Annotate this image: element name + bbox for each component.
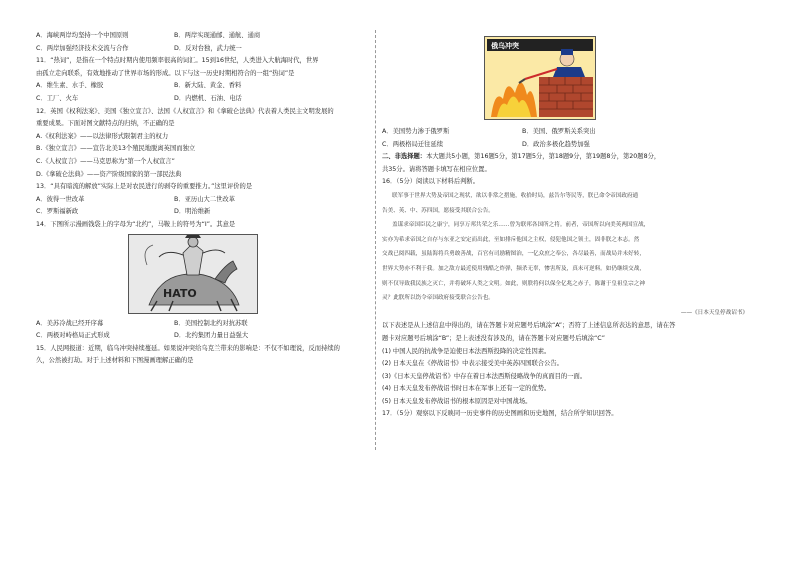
q12-option-a: A.《权利法案》——以法律形式限制君主的权力 bbox=[36, 132, 169, 140]
statement-2: (2) 日本天皇在《停战诏书》中表示接受美中英苏四国联合公告。 bbox=[382, 360, 563, 368]
q13-options-row-2 bbox=[36, 206, 374, 219]
q13-option-a: A．彼得一世改革 bbox=[36, 195, 85, 203]
section-text: 本大题共5小题，第16题5分，第17题5分，第18题9分，第19题8分，第20题8分， bbox=[426, 153, 661, 161]
q15-options-row-2 bbox=[382, 139, 754, 152]
statement-3: (3)《日本天皇停战诏书》中存在着日本法西斯侵略战争的真面目的一面。 bbox=[382, 372, 587, 380]
horse-rider-cartoon-icon bbox=[129, 235, 257, 313]
q12-option-b: B.《独立宣言》——宣告北美13个殖民地脱离英国而独立 bbox=[36, 145, 196, 153]
right-column bbox=[382, 30, 754, 421]
q10-options-row-2 bbox=[36, 43, 374, 56]
left-column bbox=[36, 30, 374, 368]
section-text-line-2: 共35分。请将答题卡填写在相应位置。 bbox=[382, 165, 491, 173]
statement-1: (1) 中国人民的抗战争是迫使日本法西斯投降的决定性因素。 bbox=[382, 347, 551, 355]
q12-stem-line-2: 重要成果。下面对图文献特点的归纳，不正确的是 bbox=[36, 120, 175, 128]
q11-options-row-2 bbox=[36, 93, 374, 106]
q14-cartoon-letters: HATO bbox=[163, 286, 197, 300]
material-line-6: 世界大势亦不利于我。加之敌方最近使用残酷之炸弹，频杀无辜，惨害所及，真未可逆料。如仍继续交战， bbox=[382, 265, 645, 272]
q14-cartoon-image bbox=[128, 234, 258, 314]
q15-option-d: D．政治多极化趋势加强 bbox=[522, 140, 590, 148]
material-line-4: 实亦为希求帝国之自存与东亚之安定而出此，至如排斥他国之主权，侵犯他国之领土，固非朕之本志。然 bbox=[382, 236, 640, 243]
q11-stem-line-1: 11．“热词”，是指在一个特点时期内使用频率很高的词汇。15到16世纪，人类进入大航海时代，世界 bbox=[36, 57, 319, 65]
conflict-cartoon-icon bbox=[485, 37, 595, 119]
q11-options-row-1 bbox=[36, 80, 374, 93]
q14-option-b: B．美国控制北约对抗苏联 bbox=[174, 319, 248, 327]
material-line-3: 盖谋求帝国臣民之康宁，同享万邦共荣之乐……曾为联邦各国所之将。前者，帝国所以向美英两国宣战， bbox=[392, 222, 650, 229]
q14-option-d: D．北约集团力量日益强大 bbox=[174, 332, 249, 340]
q17-stem: 17．（5分）观察以下反映同一历史事件的历史图画和历史地图，结合所学知识回答。 bbox=[382, 410, 618, 418]
instruction-line-2: 题卡对应题号后填涂“B”；是上表述没有涉及的，请在答题卡对应题号后填涂“C” bbox=[382, 334, 606, 342]
q15-cartoon-image bbox=[484, 36, 596, 120]
material-source: ——《日本天皇停战诏书》 bbox=[680, 309, 748, 316]
q13-option-d: D．明治维新 bbox=[174, 208, 211, 216]
q14-stem: 14．下图所示漫画钱袋上的字母为“北约”，马鞍上的符号为“I”。其意是 bbox=[36, 220, 236, 228]
q15-option-b: B．美国、俄罗斯关系突出 bbox=[522, 128, 596, 135]
instruction-line-1: 以下表述是从上述信息中得出的，请在答题卡对应题号后填涂“A”；否符了上述信息所表达的意思，请在答 bbox=[382, 322, 676, 330]
q13-stem: 13．“具有暗流的解放”实际上是对农民进行的剥夺的重要推力。”这里评价的是 bbox=[36, 183, 253, 191]
material-line-7: 则不仅导致我民族之灭亡，并将破坏人类之文明。如此，则朕将何以保全亿兆之赤子，陈谢于皇祖皇宗之神 bbox=[382, 280, 645, 287]
q12-option-c: C.《人权宣言》——马克思称为“第一个人权宣言” bbox=[36, 157, 175, 165]
q11-stem-line-2: 由孤立走向联系，有效地推动了世界市场的形成。以下与这一历史时期相符合的一组“热词”是 bbox=[36, 69, 295, 77]
q12-option-d: D.《拿破仑法典》——资产阶级国家的第一部民法典 bbox=[36, 170, 182, 178]
q14-options-row-1 bbox=[36, 318, 374, 331]
q15-option-c: C．两极格局迁往延续 bbox=[382, 140, 444, 148]
section-title: 二、非选择题： bbox=[382, 153, 427, 161]
q11-option-b: B．新大陆、黄金、香料 bbox=[174, 82, 242, 90]
statement-5: (5) 日本天皇发布停战诏书的根本原因是对中国战场。 bbox=[382, 397, 532, 405]
q10-option-d: D．反对台独，武力统一 bbox=[174, 44, 242, 52]
q10-option-a: A．海峡两岸均坚持一个中国原则 bbox=[36, 32, 129, 39]
q10-option-c: C．两岸加强经济技术交流与合作 bbox=[36, 44, 129, 52]
q14-option-c: C．两极对峙格局正式形成 bbox=[36, 332, 110, 340]
material-line-8: 灵？此朕所以饬令帝国政府接受联合公告也。 bbox=[382, 295, 494, 302]
q11-option-c: C．工厂、火车 bbox=[36, 94, 79, 102]
q15-option-a: A．美国势力渗于俄罗斯 bbox=[382, 128, 450, 135]
q11-option-a: A．维生素、水手、橡胶 bbox=[36, 82, 104, 90]
q11-option-d: D．内燃机、石油、电话 bbox=[174, 94, 242, 102]
q14-options-row-2 bbox=[36, 330, 374, 343]
column-divider bbox=[375, 30, 376, 450]
q13-option-b: B．亚历山大二世改革 bbox=[174, 195, 235, 203]
q15-stem-line-1: 15．人民网报道：近期，临乌冲突持续蔓延。如果说冲突给乌克兰带来的影响是：不仅不如理说，反而持续的 bbox=[36, 344, 340, 352]
material-line-5: 交战已阅四载，虽陆海将兵勇敢善战，百官有司励精图治，一亿众庶之奉公，各尽最善，而战局并未好转， bbox=[382, 251, 645, 258]
q16-stem: 16．（5分）阅读以下材料后判断。 bbox=[382, 178, 480, 186]
material-line-1: 联军事于世界大势及帝国之现状，欲以非常之措施，收拾时局，兹告尔等民等，朕已命令帝国政府通 bbox=[392, 192, 639, 199]
q13-option-c: C．罗斯福新政 bbox=[36, 208, 79, 216]
q12-stem-line-1: 12．英国《权利法案》、美国《独立宣言》、法国《人权宣言》和《拿破仑法典》代表着人类民主文明发展的 bbox=[36, 107, 334, 115]
q10-options-row-1 bbox=[36, 30, 374, 43]
statement-4: (4) 日本天皇发布停战诏书时日本在军事上还有一定的优势。 bbox=[382, 385, 551, 393]
q15-options-row-1 bbox=[382, 126, 754, 139]
material-line-2: 告美、英、中、苏四国，愿接受其联合公告。 bbox=[382, 207, 494, 214]
q10-option-b: B．两岸实现通邮、通航、通商 bbox=[174, 32, 261, 39]
q13-options-row-1 bbox=[36, 194, 374, 207]
q14-option-a: A．美苏冷战已经开序幕 bbox=[36, 319, 104, 327]
section-header bbox=[382, 151, 754, 164]
q15-stem-line-2: 久，公然被打劫。对于上述材料和下图漫画理解正确的是 bbox=[36, 357, 194, 365]
q15-cartoon-caption: 俄乌冲突 bbox=[491, 42, 519, 50]
